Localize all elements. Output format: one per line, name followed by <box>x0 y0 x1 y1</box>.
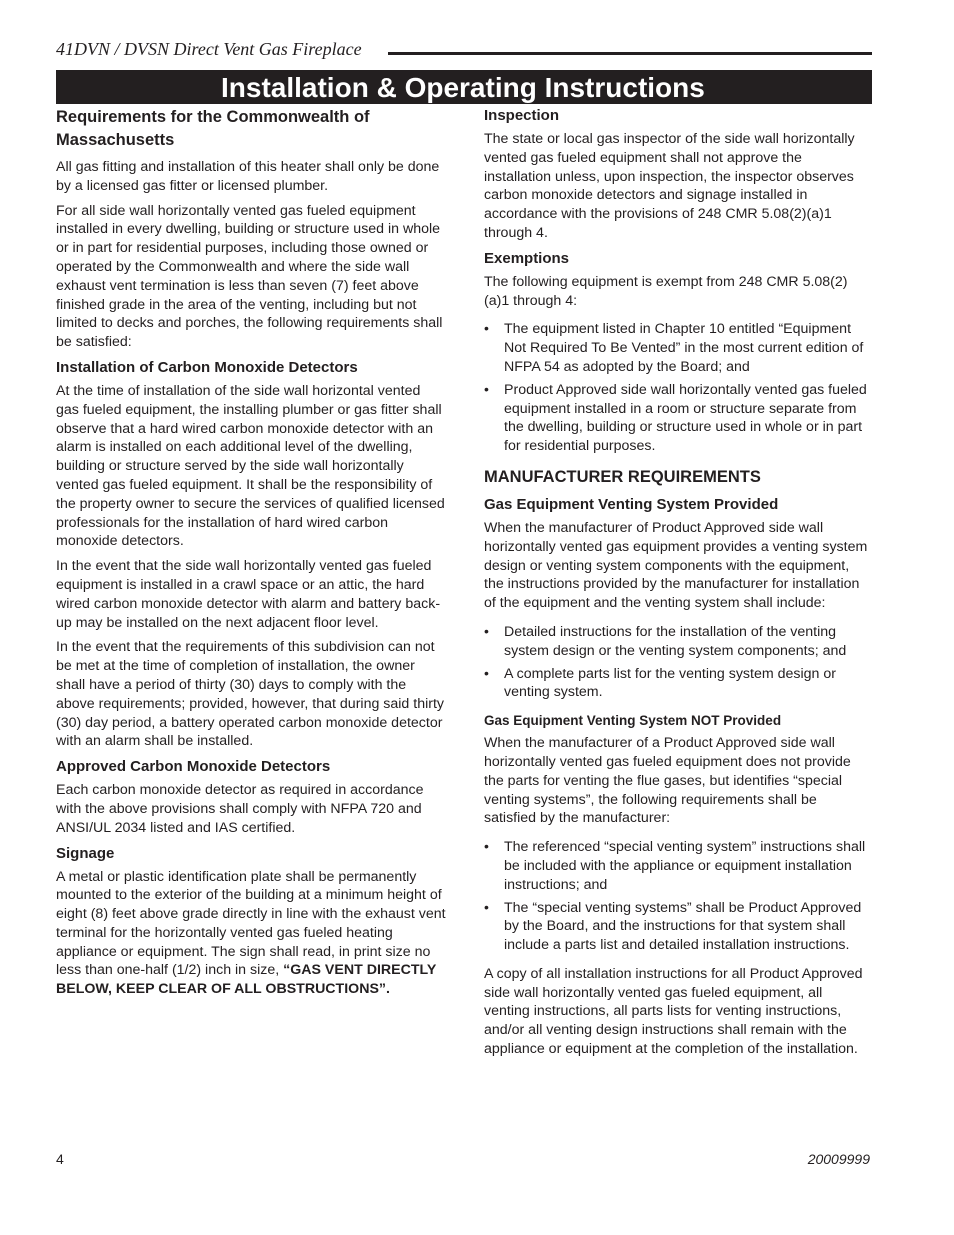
subheading-co-installation: Installation of Carbon Monoxide Detectors <box>56 358 358 376</box>
list-item: • The referenced “special venting system” instructions shall be included with the appliance or equipment installation instructions; and <box>484 838 872 894</box>
paragraph-signage <box>56 868 446 1000</box>
signage-warning-text: “GAS VENT DIRECTLY BELOW, KEEP CLEAR OF ALL OBSTRUCTIONS”. <box>56 962 437 998</box>
paragraph: When the manufacturer of Product Approved side wall horizontally vented gas equipment provides a venting system design or venting system components with the equipment, the instructions provided by the manufacturer for installation of the equipment and the venting system shall include: <box>484 519 868 612</box>
list-item: • The equipment listed in Chapter 10 entitled “Equipment Not Required To Be Vented” in the most current edition of NFPA 54 as adopted by the Board; and <box>484 320 872 376</box>
paragraph: For all side wall horizontally vented gas fueled equipment installed in every dwelling, building or structure used in whole or in part for residential purposes, including those owned or operated by the Commonwealth and where the side wall exhaust vent termination is less than seven (7) feet above finished grade in the area of the venting, including but not limited to decks and porches, the following requirements shall be satisfied: <box>56 202 443 351</box>
section-title: Requirements for the Commonwealth of Massachusetts <box>56 108 370 149</box>
list-item: • The “special venting systems” shall be Product Approved by the Board, and the instructions for that system shall include a parts list and detailed installation instructions. <box>484 899 872 955</box>
bullet-list <box>484 320 872 456</box>
document-code: 20009999 <box>807 1151 870 1167</box>
list-item: • Product Approved side wall horizontally vented gas fueled equipment installed in a room or structure separate from the dwelling, building or structure used in whole or in part for residential purposes. <box>484 381 872 456</box>
right-column <box>484 106 872 1065</box>
subheading-signage: Signage <box>56 844 115 862</box>
paragraph: At the time of installation of the side wall horizontal vented gas fueled equipment, the installing plumber or gas fitter shall observe that a hard wired carbon monoxide detector with an alarm is installed on each additional level of the dwelling, building or structure served by the side wall horizontally vented gas fueled equipment. It shall be the responsibility of the property owner to secure the services of qualified licensed professionals for the installation of hard wired carbon monoxide detectors. <box>56 382 445 550</box>
list-item: • Detailed instructions for the installation of the venting system design or the venting system components; and <box>484 623 872 661</box>
header-title: 41DVN / DVSN Direct Vent Gas Fireplace <box>56 39 362 59</box>
section-banner <box>56 70 872 104</box>
paragraph: A copy of all installation instructions for all Product Approved side wall horizontally vented gas fueled equipment, all venting instructions, all parts lists for venting instructions, and/or all venting design instructions shall remain with the appliance or equipment at the completion of the installation. <box>484 965 863 1058</box>
list-item: • A complete parts list for the venting system design or venting system. <box>484 665 872 703</box>
running-header <box>56 38 872 60</box>
paragraph: When the manufacturer of a Product Approved side wall horizontally vented gas fueled equipment does not provide the parts for venting the flue gases, but identifies “special venting systems”, the following requirements shall be satisfied by the manufacturer: <box>484 735 851 827</box>
paragraph: The following equipment is exempt from 248 CMR 5.08(2)(a)1 through 4: <box>484 273 848 309</box>
header-rule <box>388 52 872 55</box>
manufacturer-heading: MANUFACTURER REQUIREMENTS <box>484 467 761 486</box>
page-number: 4 <box>56 1151 64 1167</box>
paragraph: The state or local gas inspector of the side wall horizontally vented gas fueled equipment shall not approve the installation unless, upon inspection, the inspector observes carbon monoxide detectors and signage installed in accordance with the provisions of 248 CMR 5.08(2)(a)1 through 4. <box>484 131 855 241</box>
paragraph: Each carbon monoxide detector as required in accordance with the above provisions shall comply with NFPA 720 and ANSI/UL 2034 listed and IAS certified. <box>56 782 424 836</box>
subheading-venting-provided: Gas Equipment Venting System Provided <box>484 495 779 513</box>
subheading-exemptions: Exemptions <box>484 249 570 267</box>
signage-text: A metal or plastic identification plate shall be permanently mounted to the exterior of the building at a minimum height of eight (8) feet above grade directly in line with the exhaust vent terminal for the horizontally vented gas fueled heating appliance or equipment. The sign shall read, in print size no less than one-half (1/2) inch in size, <box>56 868 446 979</box>
left-column <box>56 106 446 1005</box>
banner-title: Installation & Operating Instructions <box>221 72 705 103</box>
bullet-list <box>484 838 872 955</box>
paragraph: In the event that the side wall horizontally vented gas fueled equipment is installed in a crawl space or an attic, the hard wired carbon monoxide detector with alarm and battery back-up may be installed on the next adjacent floor level. <box>56 558 441 631</box>
subheading-venting-not-provided: Gas Equipment Venting System NOT Provided <box>484 713 782 729</box>
subheading-approved-co: Approved Carbon Monoxide Detectors <box>56 758 331 776</box>
paragraph: All gas fitting and installation of this heater shall only be done by a licensed gas fitter or licensed plumber. <box>56 159 440 194</box>
bullet-list <box>484 623 872 702</box>
subheading-inspection: Inspection <box>484 107 560 124</box>
paragraph: In the event that the requirements of this subdivision can not be met at the time of completion of installation, the owner shall have a period of thirty (30) days to comply with the above requirements; provided, however, that during said thirty (30) day period, a battery operated carbon monoxide detector with an alarm shall be installed. <box>56 639 445 750</box>
